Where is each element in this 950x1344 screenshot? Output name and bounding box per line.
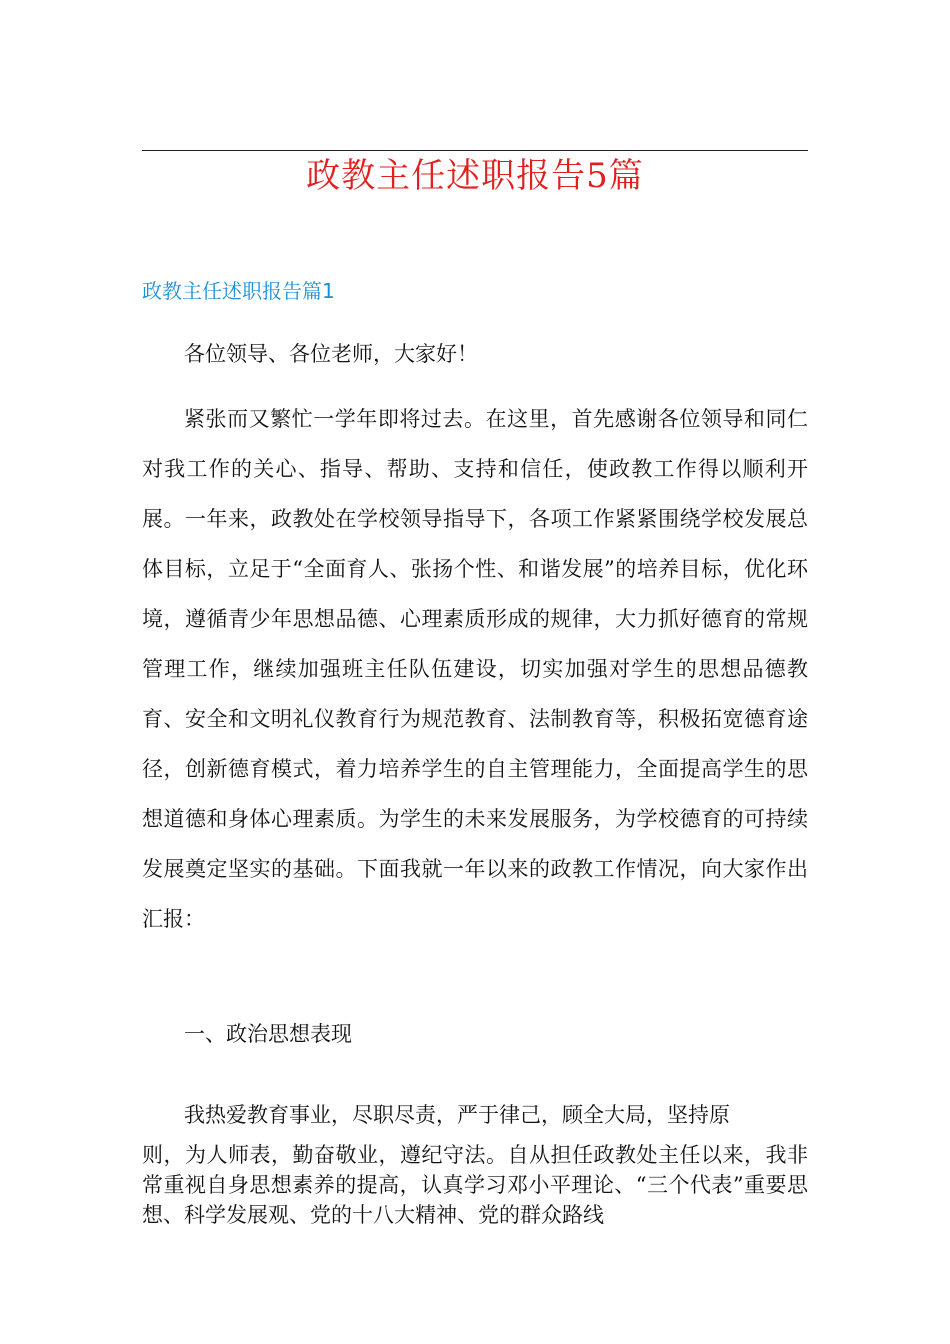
body-paragraph	[142, 1090, 808, 1230]
greeting-paragraph: 各位领导、各位老师，大家好！	[184, 342, 478, 366]
body-paragraph-rest: 则，为人师表，勤奋敬业，遵纪守法。自从担任政教处主任以来，我非常重视自身思想素养的提高，认真学习邓小平理论、“三个代表”重要思想、科学发展观、党的十八大精神、党的群众路线	[142, 1143, 808, 1227]
section-heading: 政教主任述职报告篇1	[142, 279, 335, 303]
document-title: 政教主任述职报告5篇	[306, 156, 644, 196]
subsection-heading: 一、政治思想表现	[184, 1022, 352, 1046]
body-paragraph-line-1: 我热爱教育事业，尽职尽责，严于律己，顾全大局，坚持原	[184, 1103, 730, 1127]
header-rule	[142, 150, 808, 151]
intro-paragraph: 紧张而又繁忙一学年即将过去。在这里，首先感谢各位领导和同仁对我工作的关心、指导、帮助、支持和信任，使政教工作得以顺利开展。一年来，政教处在学校领导指导下，各项工作紧紧围绕学校发展总体目标，立足于“全面育人、张扬个性、和谐发展”的培养目标，优化环境，遵循青少年思想品德、心理素质形成的规律，大力抓好德育的常规管理工作，继续加强班主任队伍建设，切实加强对学生的思想品德教育、安全和文明礼仪教育行为规范教育、法制教育等，积极拓宽德育途径，创新德育模式，着力培养学生的自主管理能力，全面提高学生的思想道德和身体心理素质。为学生的未来发展服务，为学校德育的可持续发展奠定坚实的基础。下面我就一年以来的政教工作情况，向大家作出汇报：	[142, 407, 808, 931]
